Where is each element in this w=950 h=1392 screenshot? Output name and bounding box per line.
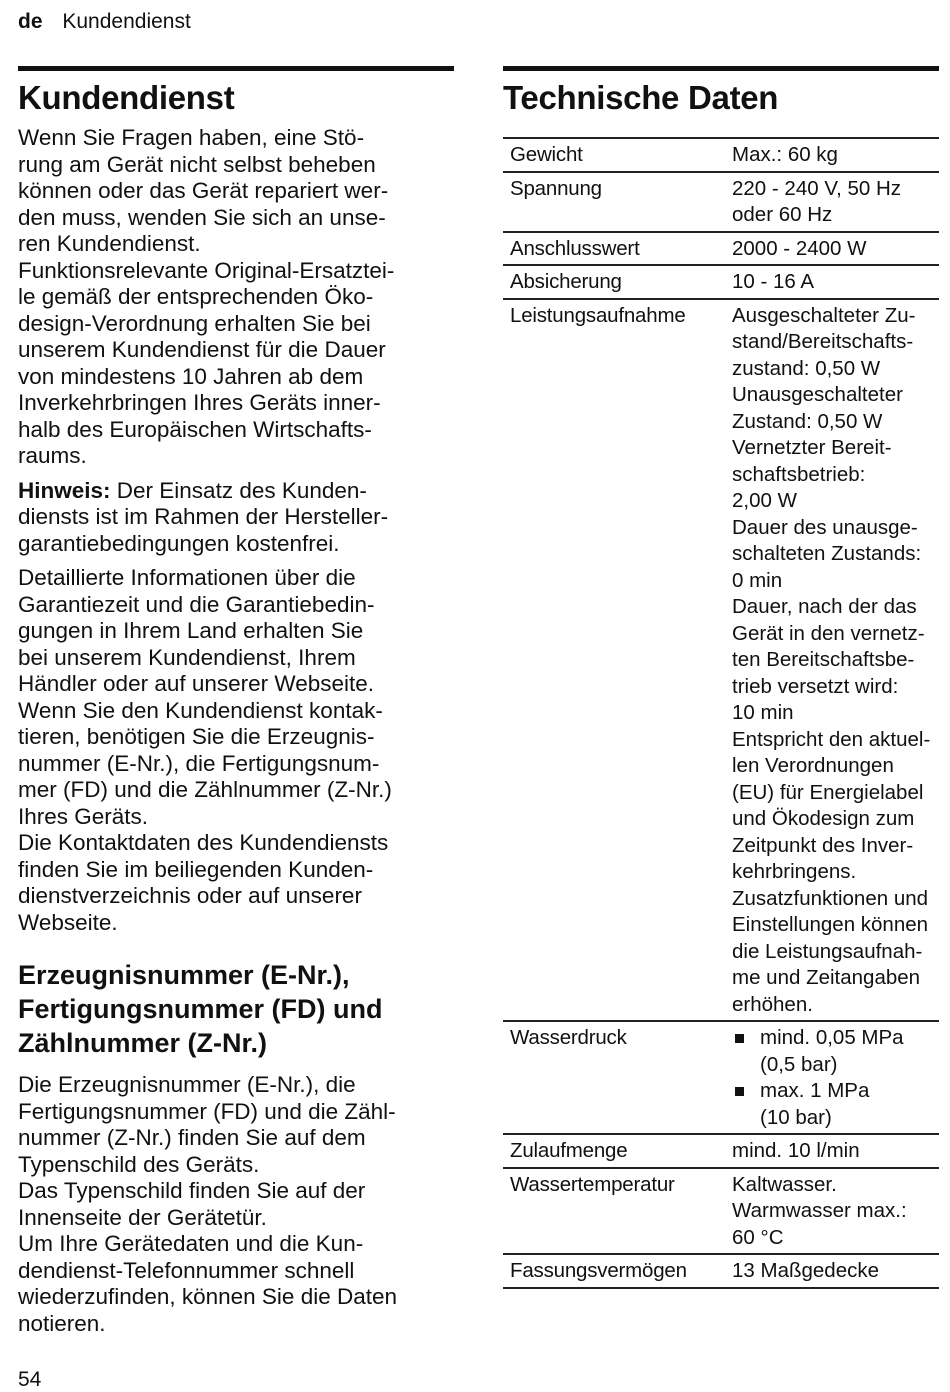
section-rule <box>18 66 454 71</box>
hint-paragraph <box>18 478 454 558</box>
spec-value <box>725 1021 939 1134</box>
spec-row <box>503 1168 939 1255</box>
spec-bullet-item: mind. 0,05 MPa (0,5 bar) <box>732 1025 935 1078</box>
spec-bullet-list <box>732 1025 935 1131</box>
spec-value: 10 - 16 A <box>725 265 939 299</box>
spec-value: 220 - 240 V, 50 Hz oder 60 Hz <box>725 172 939 232</box>
warranty-paragraph: Detaillierte Informationen über die Garantiezeit und die Garantiebedin- gungen in Ihrem Land erhalten Sie bei unserem Kundendienst, Ihrem Händler oder auf unserer Webseite. Wenn Sie den Kundendienst kontak- tieren, benötigen Sie die Erzeugnis- nummer (E-Nr.), die Fertigungsnum- mer (FD) und die Zählnummer (Z-Nr.) Ihres Geräts. Die Kontaktdaten des Kundendiensts finden Sie im beiliegenden Kunden- dienstverzeichnis oder auf unserer Webseite. <box>18 565 392 935</box>
spec-label: Absicherung <box>503 265 725 299</box>
spec-row <box>503 172 939 232</box>
spec-value: Max.: 60 kg <box>725 138 939 172</box>
language-code: de <box>18 10 43 33</box>
spec-value: 13 Maßgedecke <box>725 1254 939 1288</box>
technical-data-column <box>503 66 939 1289</box>
section-rule <box>503 66 939 71</box>
technical-data-table <box>503 137 939 1289</box>
spec-value: Kaltwasser. Warmwasser max.: 60 °C <box>725 1168 939 1255</box>
spec-row <box>503 299 939 1022</box>
spec-label: Leistungsaufnahme <box>503 299 725 1022</box>
page-header <box>18 10 191 34</box>
spec-row <box>503 138 939 172</box>
spec-label: Fassungsvermögen <box>503 1254 725 1288</box>
spec-label: Spannung <box>503 172 725 232</box>
spec-row <box>503 1134 939 1168</box>
spec-row <box>503 1021 939 1134</box>
spec-row <box>503 265 939 299</box>
hint-label: Hinweis: <box>18 477 111 503</box>
spec-row <box>503 232 939 266</box>
customer-service-heading: Kundendienst <box>18 79 235 116</box>
technical-data-heading: Technische Daten <box>503 79 779 116</box>
customer-service-column <box>18 66 454 1345</box>
hint-text: Der Einsatz des Kunden- diensts ist im Rahmen der Hersteller- garantiebedingungen kostenfrei. <box>18 477 389 556</box>
spec-label: Gewicht <box>503 138 725 172</box>
spec-bullet-item: max. 1 MPa (10 bar) <box>732 1078 935 1131</box>
customer-service-paragraph: Wenn Sie Fragen haben, eine Stö- rung am Gerät nicht selbst beheben können oder das Gerät repariert wer- den muss, wenden Sie sich an unse- ren Kundendienst. Funktionsrelevante Original-Ersatztei- le gemäß der entsprechenden Öko- design-Verordnung erhalten Sie bei unserem Kundendienst für die Dauer von mindestens 10 Jahren ab dem Inverkehrbringen Ihres Geräts inner- halb des Europäischen Wirtschafts- raums. <box>18 125 395 468</box>
spec-value: mind. 10 l/min <box>725 1134 939 1168</box>
product-numbers-paragraph: Die Erzeugnisnummer (E-Nr.), die Fertigungsnummer (FD) und die Zähl- nummer (Z-Nr.) finden Sie auf dem Typenschild des Geräts. Das Typenschild finden Sie auf der Innenseite der Gerätetür. Um Ihre Gerätedaten und die Kun- dendienst-Telefonnummer schnell wiederzufinden, können Sie die Daten notieren. <box>18 1072 398 1336</box>
spec-label: Anschlusswert <box>503 232 725 266</box>
spec-label: Zulaufmenge <box>503 1134 725 1168</box>
page-number: 54 <box>18 1368 42 1391</box>
spec-label: Wasserdruck <box>503 1021 725 1134</box>
spec-row <box>503 1254 939 1288</box>
spec-value: 2000 - 2400 W <box>725 232 939 266</box>
header-section-title: Kundendienst <box>62 10 191 33</box>
spec-value: Ausgeschalteter Zu- stand/Bereitschafts- zustand: 0,50 W Unausgeschalteter Zustand: 0,50 W Vernetzter Bereit- schaftsbetrieb: 2,00 W Dauer des unausge- schalteten Zustands: 0 min Dauer, nach der das Gerät in den vernetz- ten Bereitschaftsbe- trieb versetzt wird: 10 min Entspricht den aktuel- len Verordnungen (EU) für Energielabel und Ökodesign zum Zeitpunkt des Inver- kehrbringens. Zusatzfunktionen und Einstellungen können die Leistungsaufnah- me und Zeitangaben erhöhen. <box>725 299 939 1022</box>
product-numbers-heading: Erzeugnisnummer (E-Nr.), Fertigungsnummer (FD) und Zählnummer (Z-Nr.) <box>18 960 383 1058</box>
spec-label: Wassertemperatur <box>503 1168 725 1255</box>
